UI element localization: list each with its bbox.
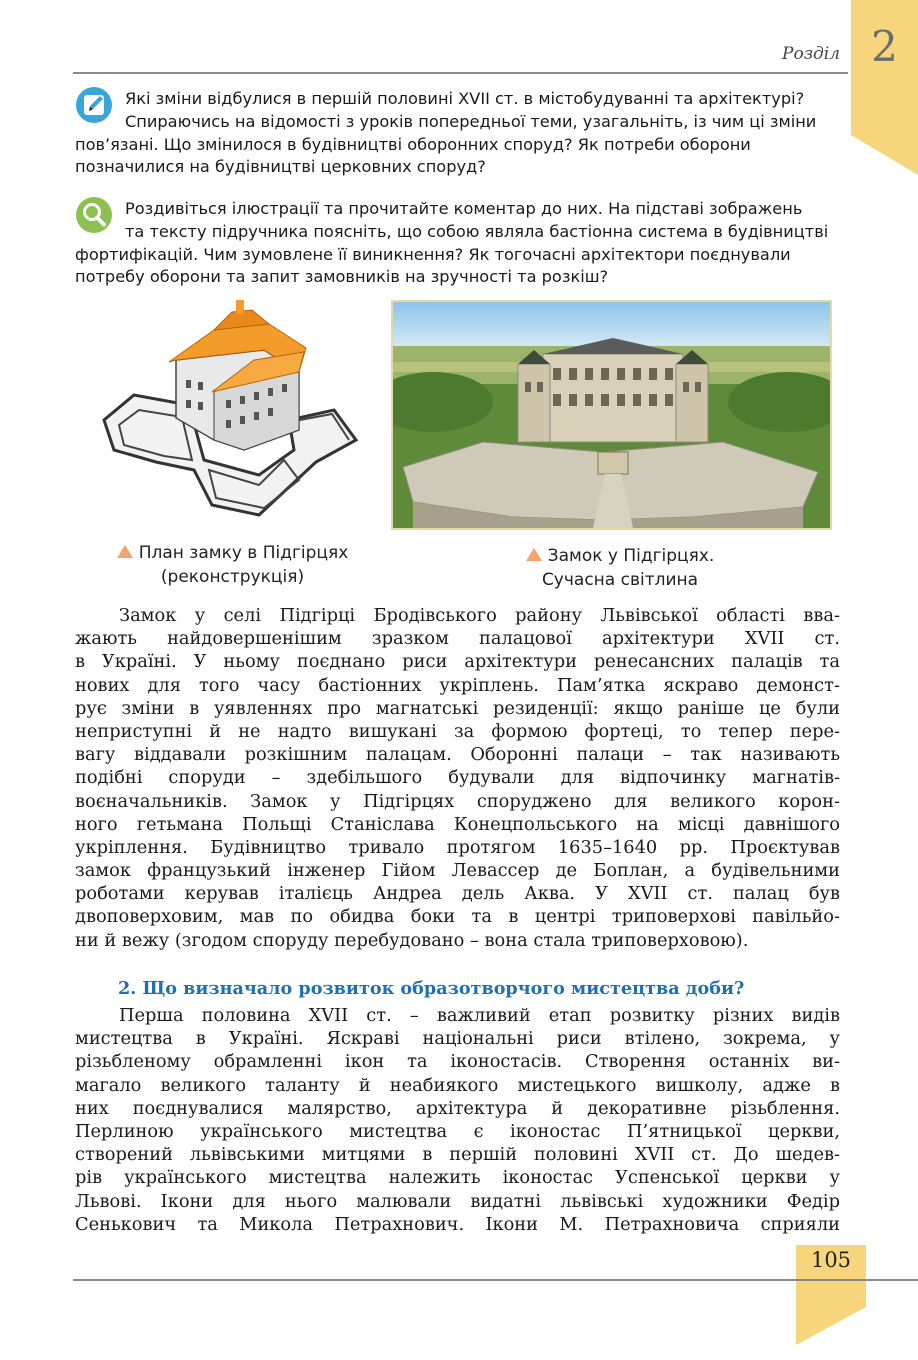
photo-caption-text: Замок у Підгірцях. [547, 546, 715, 566]
header-rule [73, 72, 848, 74]
plan-caption-line-2: (реконструкція) [160, 567, 305, 587]
task-1-line: позначилися на будівництві церковних споруд? [75, 157, 486, 177]
triangle-marker-icon [526, 548, 542, 561]
photo-caption [500, 544, 740, 592]
text-line: рів українського мистецтва належить іконостас Успенської церкви у [75, 1167, 840, 1189]
task-1 [75, 88, 840, 179]
task-1-line: пов’язані. Що змінилося в будівництві оборонних споруд? Як потреби оборони [75, 134, 751, 154]
task-2-line: потребу оборони та запит замовників на зручності та розкіш? [75, 267, 609, 287]
text-line: роботами керував італієць Андреа дель Аква. У XVII ст. палац був [75, 883, 840, 905]
text-line: жають найдовершенішим зразком палацової архітектури XVII ст. [75, 628, 840, 650]
text-line: Сенькович та Микола Петрахнович. Ікони М. Петрахновича сприяли [75, 1213, 840, 1235]
text-line: воєначальників. Замок у Підгірцях споруджено для великого корон- [75, 790, 840, 812]
task-2-line: фортифікацій. Чим зумовлене її виникнення? Як тогочасні архітектори поєднували [75, 244, 791, 264]
photo-caption-line-2: Сучасна світлина [541, 570, 699, 590]
task-2-line: Роздивіться ілюстрації та прочитайте коментар до них. На підставі зображень [125, 199, 803, 218]
text-line: Замок у селі Підгірці Бродівського району Львівської області вва- [119, 605, 840, 626]
text-line: рує зміни в уявленнях про магнатські резиденції: якщо раніше це були [75, 697, 840, 719]
photo-caption-line-1 [500, 544, 740, 568]
task-2-line: та тексту підручника поясніть, що собою являла бастіонна система в будівництві [125, 221, 829, 241]
text-line: в Україні. У ньому поєднано риси архітектури ренесансних палаців та [75, 651, 840, 673]
text-line: нових для того часу бастіонних укріплень. Пам’ятка яскраво демонст- [75, 674, 840, 696]
footer-rule [73, 1279, 918, 1281]
text-line: ни й вежу (згодом споруду перебудовано – вона стала триповерховою). [75, 929, 749, 951]
text-line: вагу віддавали розкішним палацам. Оборонні палаци – так називають [75, 744, 840, 766]
section-2-heading: 2. Що визначало розвиток образотворчого мистецтва доби? [118, 978, 745, 999]
plan-caption [100, 541, 365, 589]
text-line: створений львівськими митцями в першій половині XVII ст. До шедев- [75, 1144, 840, 1166]
text-line: магало великого таланту й неабиякого мистецького вишколу, адже в [75, 1074, 840, 1096]
text-line: Перша половина XVII ст. – важливий етап розвитку різних видів [119, 1005, 840, 1026]
paragraph-art [75, 1004, 840, 1236]
text-line: різьбленому обрамленні ікон та іконостасів. Створення останніх ви- [75, 1051, 840, 1073]
plan-caption-line-1 [100, 541, 365, 565]
text-line: подібні споруди – здебільшого будували для відпочинку магнатів- [75, 767, 840, 789]
task-1-line: Які зміни відбулися в першій половині XVII ст. в містобудуванні та архітектурі? [125, 89, 805, 108]
page-number: 105 [810, 1248, 852, 1272]
text-line: Перлиною українського мистецтва є іконостас П’ятницької церкви, [75, 1120, 840, 1142]
chapter-number: 2 [871, 22, 898, 71]
text-line: них поєднувалися малярство, архітектура й декоративне різьблення. [75, 1097, 840, 1119]
task-2 [75, 198, 840, 289]
plan-caption-text: План замку в Підгірцях [138, 543, 349, 563]
text-line: ного гетьмана Польщі Станіслава Конецпольського на місці давнішого [75, 813, 840, 835]
text-line: неприступні й не надто вишукані за формою фортеці, то тепер пере- [75, 720, 840, 742]
text-line: Львові. Ікони для нього малювали видатні львівські художники Федір [75, 1190, 840, 1212]
paragraph-castle [75, 604, 840, 952]
text-line: двоповерховим, мав по обидва боки та в центрі триповерхові павільйо- [75, 906, 840, 928]
text-line: замок французький інженер Гійом Левассер де Боплан, а будівельними [75, 860, 840, 882]
task-1-line: Спираючись на відомості з уроків попередньої теми, узагальніть, із чим ці зміни [125, 111, 817, 131]
text-line: укріплення. Будівництво тривало протягом 1635–1640 рр. Проєктував [75, 836, 840, 858]
section-label: Розділ [782, 44, 840, 64]
triangle-marker-icon [117, 545, 133, 558]
text-line: мистецтва в Україні. Яскраві національні риси втілено, зокрема, у [75, 1028, 840, 1050]
castle-photo [391, 300, 832, 530]
castle-plan-illustration [94, 300, 369, 530]
